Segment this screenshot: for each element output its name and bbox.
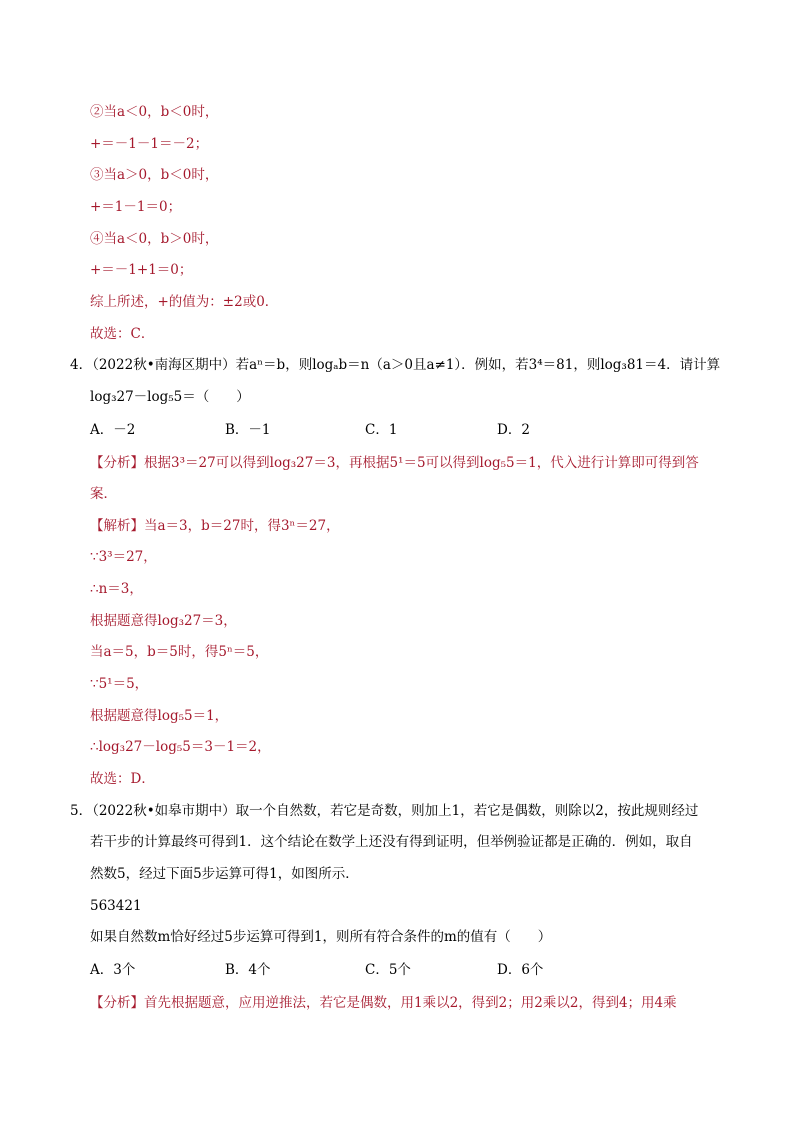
q5-option-a: A．3个 (90, 962, 136, 978)
solution-step-8: ∴log₃27－log₅5＝3－1＝2， (90, 739, 271, 755)
solution-step-2: ∵3³＝27， (90, 549, 157, 565)
solution-step-6: ∵5¹＝5， (90, 676, 149, 692)
question-5-ask: 如果自然数m恰好经过5步运算可得到1，则所有符合条件的m的值有（ ） (90, 929, 552, 945)
solution-answer: 故选：D． (90, 771, 155, 787)
solution-step-3: ∴n＝3， (90, 581, 143, 597)
q4-analysis-cont: 案． (90, 486, 117, 502)
analysis-text: 根据3³＝27可以得到log₃27＝3，再根据5¹＝5可以得到log₅5＝1，代入进行计算即可得到答 (144, 455, 699, 471)
answer-line: 故选：C． (90, 326, 155, 342)
case-2-line: ②当a＜0，b＜0时， (90, 104, 219, 120)
q5-option-d: D．6个 (497, 962, 544, 978)
q5-analysis-text: 首先根据题意，应用逆推法，若它是偶数，用1乘以2，得到2；用2乘以2，得到4；用4乘 (144, 995, 677, 1011)
analysis-tag: 【分析】 (90, 455, 144, 471)
q4-solution (90, 517, 340, 535)
question-4-stem: 4．（2022秋•南海区期中）若aⁿ＝b，则logₐb＝n（a＞0且a≠1）．例如，若3⁴＝81，则log₃81＝4．请计算 (70, 357, 721, 373)
q5-analysis-tag: 【分析】 (90, 995, 144, 1011)
solution-step-4: 根据题意得log₃27＝3， (90, 613, 237, 629)
case-3-line: ③当a＞0，b＜0时， (90, 167, 219, 183)
case-4-line: ④当a＜0，b＞0时， (90, 231, 219, 247)
question-5-stem-3: 然数5，经过下面5步运算可得1，如图所示． (90, 866, 359, 882)
q5-option-c: C．5个 (365, 962, 411, 978)
case-3-result: +＝1－1＝0； (90, 199, 182, 215)
q5-analysis (90, 994, 677, 1012)
q4-option-c: C．1 (365, 422, 398, 438)
question-5-stem: 5．（2022秋•如皋市期中）取一个自然数，若它是奇数，则加上1，若它是偶数，则除以2，按此规则经过 (70, 803, 699, 819)
q4-option-a: A．－2 (90, 422, 136, 438)
solution-tag: 【解析】 (90, 518, 144, 534)
summary-line: 综上所述，+的值为：±2或0． (90, 294, 279, 310)
case-2-result: +＝－1－1＝－2； (90, 136, 209, 152)
case-4-result: +＝－1+1＝0； (90, 262, 193, 278)
question-4-expression: log₃27－log₅5＝（ ） (90, 389, 250, 405)
solution-step-5: 当a＝5，b＝5时，得5ⁿ＝5， (90, 644, 269, 660)
solution-step-1: 当a＝3，b＝27时，得3ⁿ＝27， (144, 518, 340, 534)
solution-step-7: 根据题意得log₅5＝1， (90, 708, 229, 724)
q5-option-b: B．4个 (225, 962, 271, 978)
q4-option-d: D．2 (497, 422, 530, 438)
question-5-sequence: 563421 (90, 898, 142, 914)
q4-option-b: B．－1 (225, 422, 271, 438)
q4-analysis (90, 454, 699, 472)
question-5-stem-2: 若干步的计算最终可得到1．这个结论在数学上还没有得到证明，但举例验证都是正确的．例如，取自 (90, 834, 693, 850)
